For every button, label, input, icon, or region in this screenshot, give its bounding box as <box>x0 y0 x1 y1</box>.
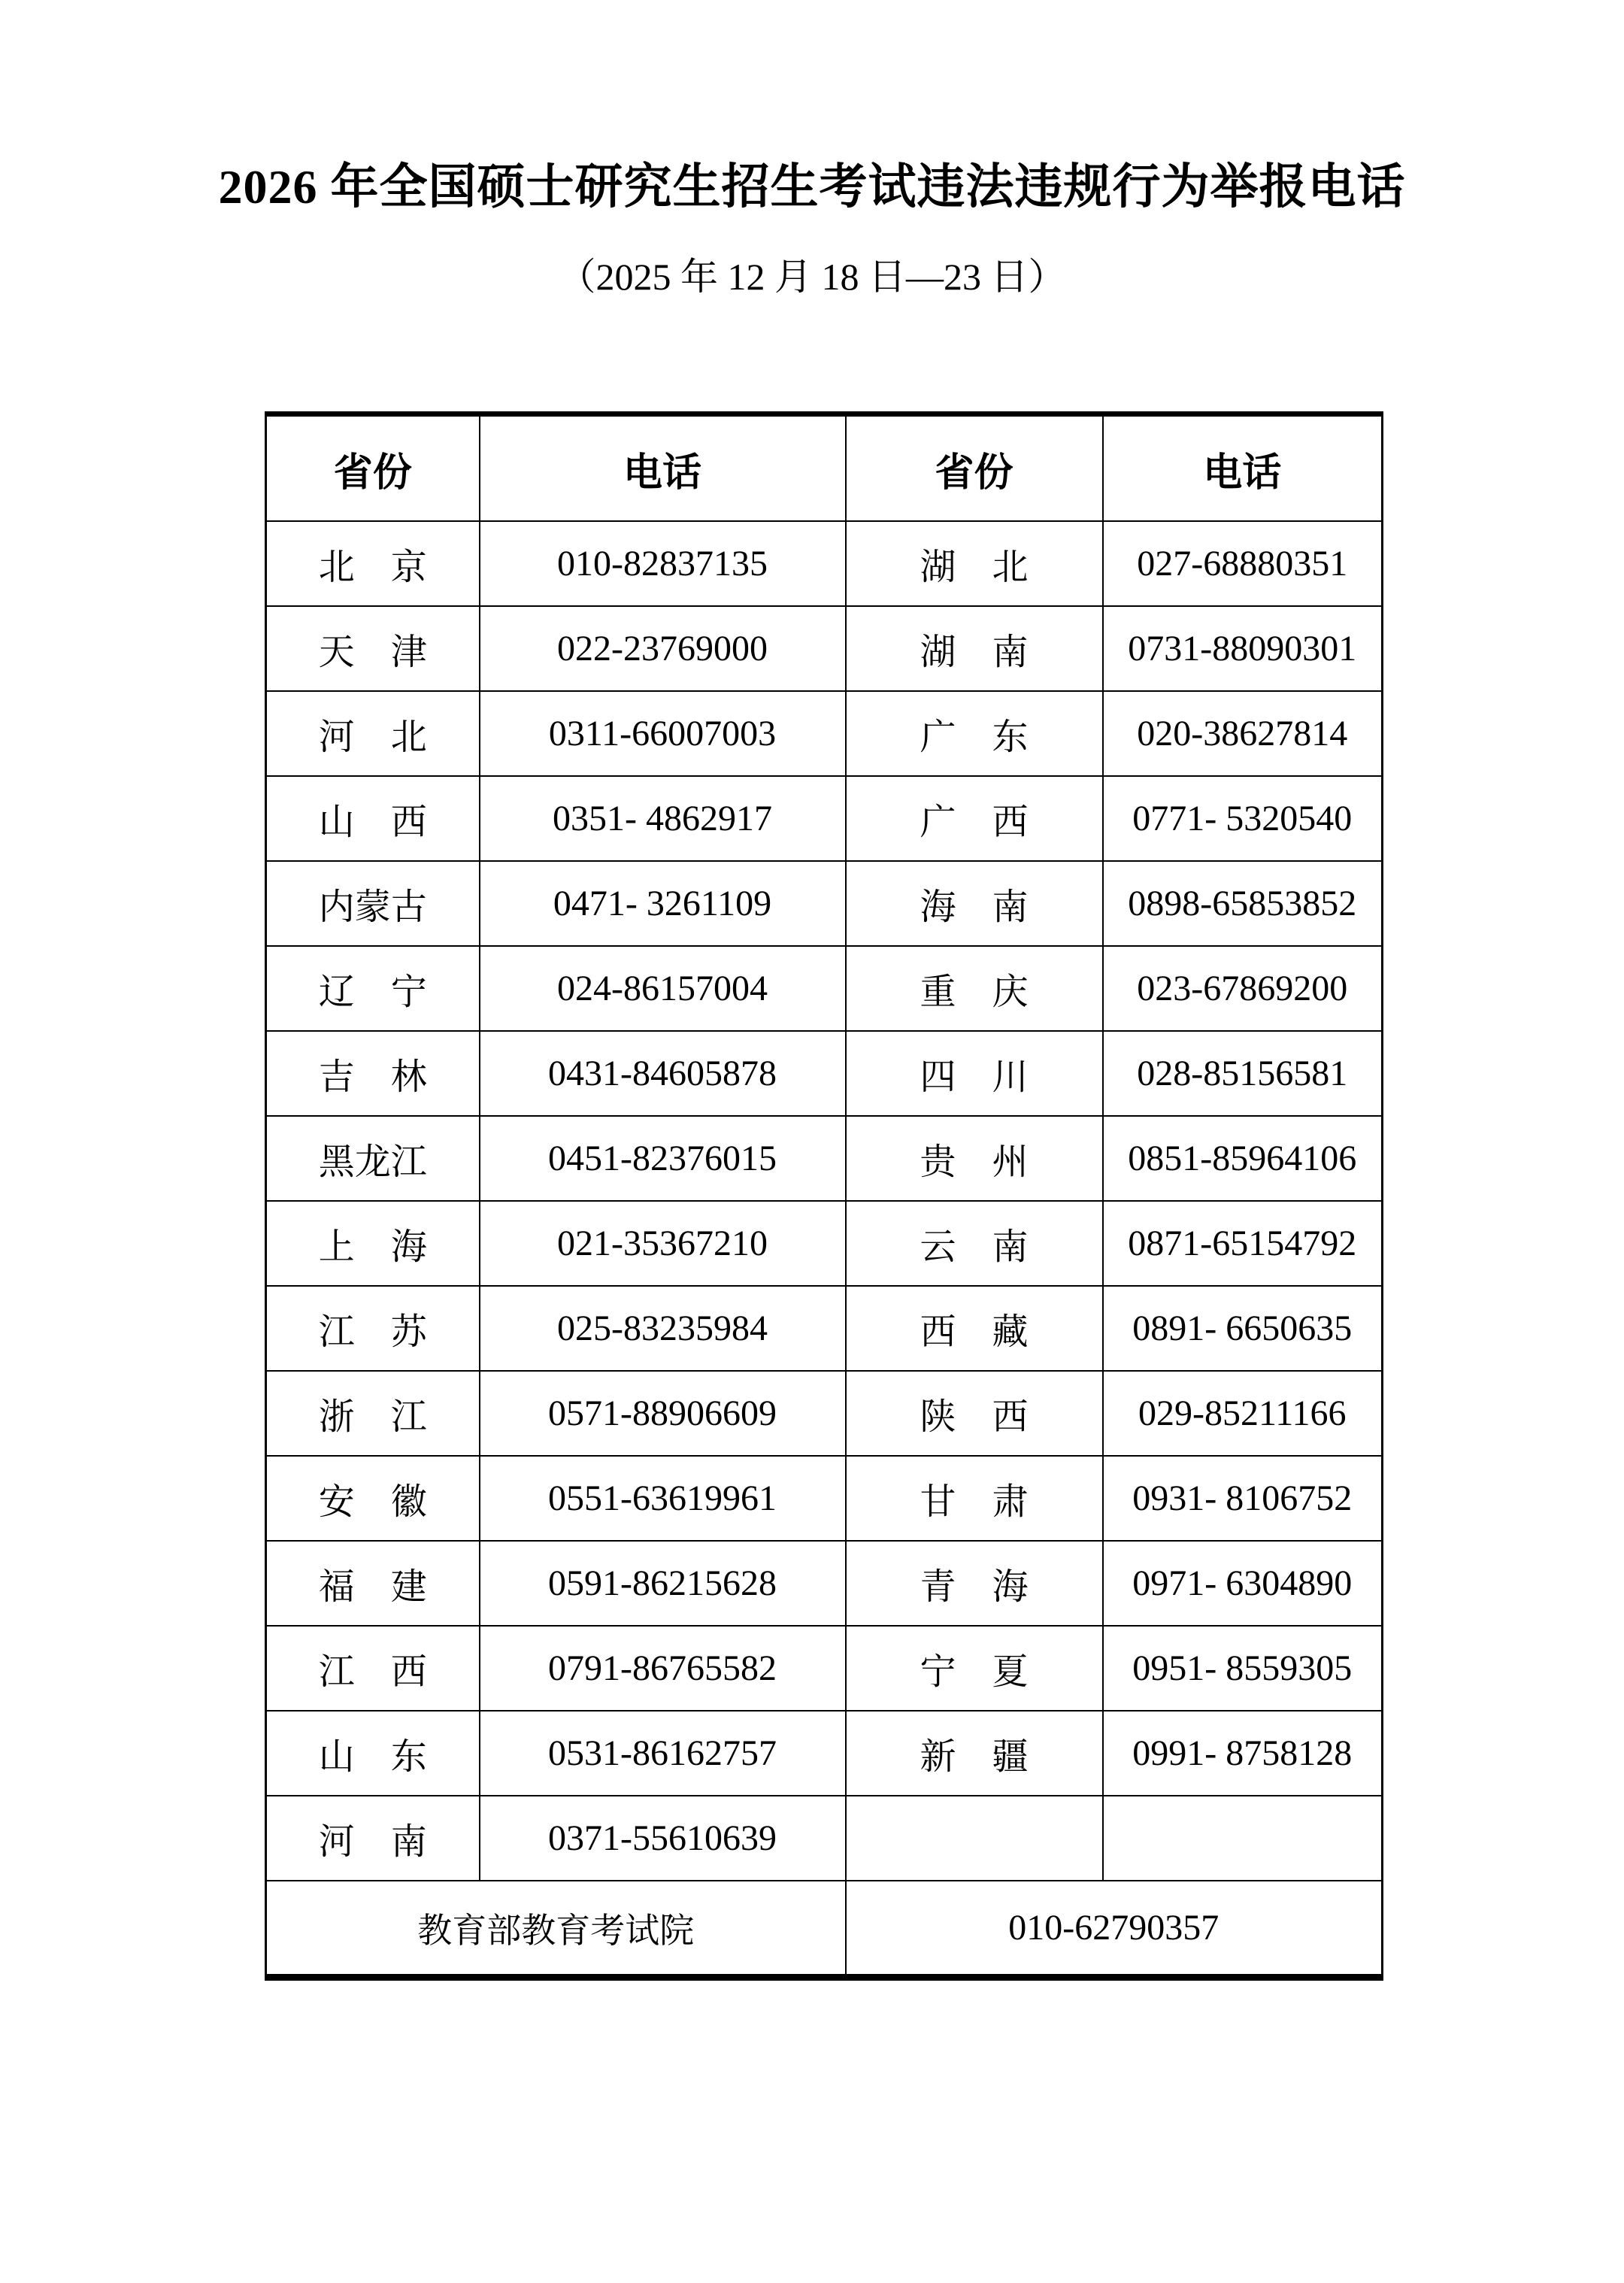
phone-cell: 0591-86215628 <box>480 1541 846 1626</box>
table-row <box>266 1116 1383 1201</box>
phone-cell: 024-86157004 <box>480 946 846 1031</box>
table-row <box>266 946 1383 1031</box>
phone-cell: 0891- 6650635 <box>1103 1286 1383 1371</box>
phone-cell: 027-68880351 <box>1103 521 1383 606</box>
report-table <box>265 411 1383 1981</box>
table-row <box>266 1031 1383 1116</box>
phone-cell: 0791-86765582 <box>480 1626 846 1711</box>
province-cell <box>266 606 480 691</box>
phone-cell: 0971- 6304890 <box>1103 1541 1383 1626</box>
phone-cell: 0991- 8758128 <box>1103 1711 1383 1796</box>
table-row <box>266 1286 1383 1371</box>
province-cell <box>846 861 1103 946</box>
province-name: 重 庆 <box>920 972 1029 1013</box>
province-cell <box>846 521 1103 606</box>
province-name: 云 南 <box>920 1227 1029 1268</box>
province-cell <box>266 946 480 1031</box>
province-cell <box>846 1626 1103 1711</box>
province-cell <box>266 1626 480 1711</box>
province-cell <box>266 1286 480 1371</box>
table-row <box>266 861 1383 946</box>
province-cell <box>846 1371 1103 1456</box>
column-header-province: 省份 <box>846 414 1103 522</box>
phone-cell: 028-85156581 <box>1103 1031 1383 1116</box>
province-cell <box>846 1796 1103 1881</box>
phone-cell: 0731-88090301 <box>1103 606 1383 691</box>
phone-cell: 0551-63619961 <box>480 1456 846 1541</box>
province-name: 辽 宁 <box>318 972 427 1013</box>
province-name: 河 南 <box>318 1822 427 1863</box>
province-cell <box>846 776 1103 861</box>
phone-cell: 0371-55610639 <box>480 1796 846 1881</box>
table-footer-row <box>266 1881 1383 1978</box>
phone-cell: 0351- 4862917 <box>480 776 846 861</box>
phone-cell: 010-82837135 <box>480 521 846 606</box>
province-name: 安 徽 <box>318 1482 427 1523</box>
province-name: 青 海 <box>920 1567 1029 1608</box>
phone-cell: 0771- 5320540 <box>1103 776 1383 861</box>
phone-cell: 0931- 8106752 <box>1103 1456 1383 1541</box>
province-name: 广 西 <box>920 802 1029 843</box>
column-header-phone: 电话 <box>1103 414 1383 522</box>
province-cell <box>846 1541 1103 1626</box>
phone-cell: 0451-82376015 <box>480 1116 846 1201</box>
province-name: 北 京 <box>318 547 427 588</box>
province-cell <box>846 691 1103 776</box>
province-cell <box>266 1541 480 1626</box>
province-cell <box>266 1031 480 1116</box>
province-name: 天 津 <box>318 632 427 673</box>
province-cell <box>846 1201 1103 1286</box>
phone-cell: 0531-86162757 <box>480 1711 846 1796</box>
province-cell <box>266 1456 480 1541</box>
province-cell <box>266 861 480 946</box>
province-name: 山 西 <box>318 802 427 843</box>
province-name: 甘 肃 <box>920 1482 1029 1523</box>
province-cell <box>266 691 480 776</box>
table-row <box>266 521 1383 606</box>
table-row <box>266 1541 1383 1626</box>
province-name: 内 蒙 古 <box>318 887 427 928</box>
province-name: 上 海 <box>318 1227 427 1268</box>
province-cell <box>846 1456 1103 1541</box>
table-row <box>266 1626 1383 1711</box>
page-title: 2026 年全国硕士研究生招生考试违法违规行为举报电话 <box>218 160 1406 214</box>
phone-cell: 029-85211166 <box>1103 1371 1383 1456</box>
province-name: 吉 林 <box>318 1057 427 1098</box>
phone-cell: 021-35367210 <box>480 1201 846 1286</box>
province-cell <box>266 1116 480 1201</box>
table-row <box>266 1371 1383 1456</box>
province-cell <box>266 776 480 861</box>
phone-cell: 0851-85964106 <box>1103 1116 1383 1201</box>
province-name: 陕 西 <box>920 1397 1029 1438</box>
phone-cell: 0898-65853852 <box>1103 861 1383 946</box>
phone-cell: 020-38627814 <box>1103 691 1383 776</box>
table-row <box>266 1456 1383 1541</box>
province-cell <box>266 521 480 606</box>
phone-cell: 0471- 3261109 <box>480 861 846 946</box>
province-name: 宁 夏 <box>920 1652 1029 1693</box>
phone-cell: 023-67869200 <box>1103 946 1383 1031</box>
province-cell <box>846 1286 1103 1371</box>
province-cell <box>846 946 1103 1031</box>
column-header-province: 省份 <box>266 414 480 522</box>
province-cell <box>266 1201 480 1286</box>
table-header-row <box>266 414 1383 522</box>
phone-cell: 0951- 8559305 <box>1103 1626 1383 1711</box>
province-name: 西 藏 <box>920 1312 1029 1353</box>
phone-cell: 022-23769000 <box>480 606 846 691</box>
province-name: 黑 龙 江 <box>318 1142 427 1183</box>
phone-cell: 0311-66007003 <box>480 691 846 776</box>
table-row <box>266 606 1383 691</box>
province-name: 湖 南 <box>920 632 1029 673</box>
footer-phone-cell: 010-62790357 <box>846 1881 1383 1978</box>
phone-cell: 0431-84605878 <box>480 1031 846 1116</box>
province-name: 福 建 <box>318 1567 427 1608</box>
province-name: 江 苏 <box>318 1312 427 1353</box>
province-cell <box>846 606 1103 691</box>
province-name: 四 川 <box>920 1057 1029 1098</box>
province-cell <box>266 1371 480 1456</box>
province-cell <box>846 1116 1103 1201</box>
column-header-phone: 电话 <box>480 414 846 522</box>
table-row <box>266 1711 1383 1796</box>
province-name: 山 东 <box>318 1737 427 1778</box>
phone-cell: 0871-65154792 <box>1103 1201 1383 1286</box>
table-row <box>266 1201 1383 1286</box>
province-name: 贵 州 <box>920 1142 1029 1183</box>
province-name: 新 疆 <box>920 1737 1029 1778</box>
province-name: 浙 江 <box>318 1397 427 1438</box>
province-cell <box>266 1711 480 1796</box>
footer-org-cell: 教育部教育考试院 <box>266 1881 846 1978</box>
table-row <box>266 1796 1383 1881</box>
province-name: 湖 北 <box>920 547 1029 588</box>
province-name: 广 东 <box>920 717 1029 758</box>
phone-cell: 0571-88906609 <box>480 1371 846 1456</box>
page-subtitle: （2025 年 12 月 18 日—23 日） <box>558 255 1066 298</box>
province-name: 江 西 <box>318 1652 427 1693</box>
table-row <box>266 776 1383 861</box>
province-cell <box>266 1796 480 1881</box>
province-cell <box>846 1711 1103 1796</box>
province-cell <box>846 1031 1103 1116</box>
province-name: 河 北 <box>318 717 427 758</box>
province-name: 海 南 <box>920 887 1029 928</box>
phone-cell: 025-83235984 <box>480 1286 846 1371</box>
phone-cell <box>1103 1796 1383 1881</box>
table-row <box>266 691 1383 776</box>
document-page <box>0 159 1624 2283</box>
table-body <box>266 521 1383 1881</box>
